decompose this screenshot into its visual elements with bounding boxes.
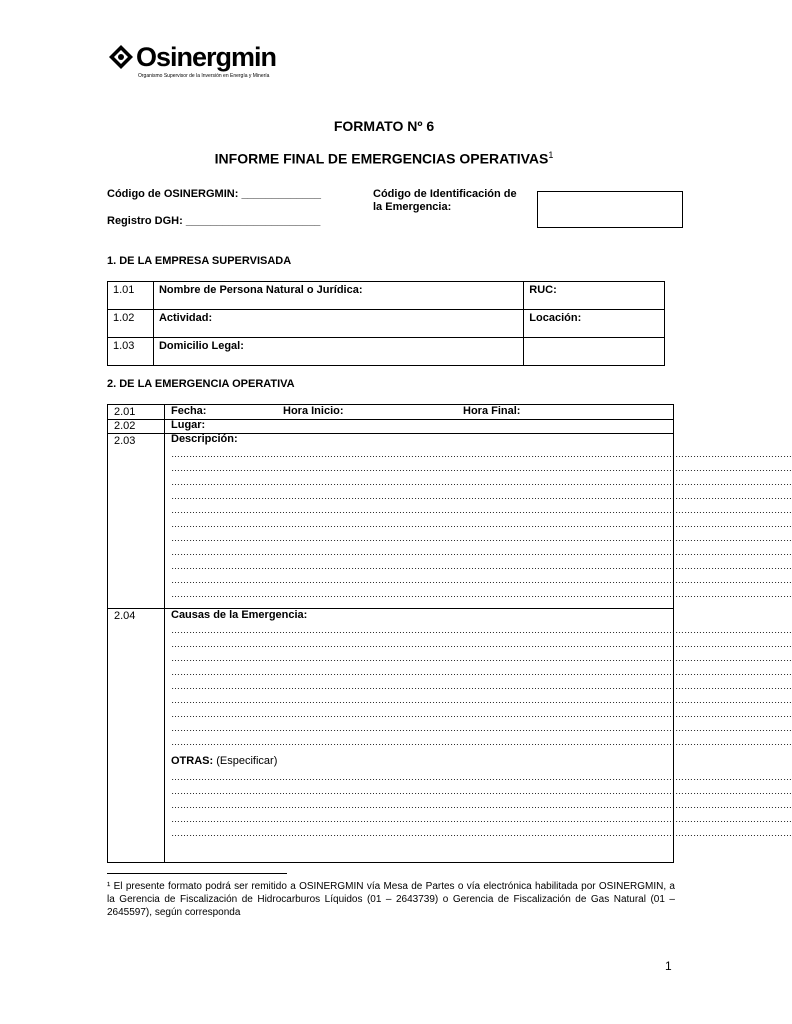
causas-label: Causas de la Emergencia: — [171, 609, 308, 621]
dot-line[interactable]: ……………………………………………………………………………………………………………………………………………………………………………………… — [171, 561, 792, 571]
id-emergencia-label-1: Código de Identificación de — [373, 188, 517, 200]
otras-label: OTRAS: (Especificar) — [171, 755, 278, 767]
form-subtitle: INFORME FINAL DE EMERGENCIAS OPERATIVAS$^1$ — [214, 150, 554, 167]
osinergmin-logo — [108, 44, 298, 86]
dot-line[interactable]: ……………………………………………………………………………………………………………………………………………………………………………………… — [171, 681, 792, 691]
logo-mark-icon — [108, 44, 134, 70]
logo-tagline: Organismo Supervisor de la Inversión en Energía y Minería — [138, 73, 270, 79]
section1-heading: 1. DE LA EMPRESA SUPERVISADA — [107, 255, 292, 267]
dot-line[interactable]: ……………………………………………………………………………………………………………………………………………………………………………………… — [171, 477, 792, 487]
dot-line[interactable]: ……………………………………………………………………………………………………………………………………………………………………………………… — [171, 653, 792, 663]
registro-dgh-field[interactable]: Registro DGH: ______________________ — [107, 215, 321, 227]
dot-line[interactable]: ……………………………………………………………………………………………………………………………………………………………………………………… — [171, 519, 792, 529]
emergencia-table — [107, 404, 792, 863]
page-number: 1 — [665, 959, 672, 973]
empresa-table — [107, 281, 665, 366]
dot-line[interactable]: ……………………………………………………………………………………………………………………………………………………………………………………… — [171, 639, 792, 649]
column-divider — [164, 405, 165, 862]
fecha-field[interactable]: Fecha: — [171, 405, 207, 417]
dot-line[interactable]: ……………………………………………………………………………………………………………………………………………………………………………………… — [171, 814, 792, 824]
empty-cell[interactable] — [524, 338, 665, 366]
ruc-field[interactable]: RUC: — [524, 282, 665, 310]
logo-wordmark: Osinergmin — [136, 42, 277, 72]
dot-line[interactable]: ……………………………………………………………………………………………………………………………………………………………………………………… — [171, 828, 792, 838]
dot-line[interactable]: ……………………………………………………………………………………………………………………………………………………………………………………… — [171, 449, 792, 459]
section2-heading: 2. DE LA EMERGENCIA OPERATIVA — [107, 378, 295, 390]
locacion-field[interactable]: Locación: — [524, 310, 665, 338]
lugar-field[interactable]: Lugar: — [171, 419, 206, 431]
table-row — [108, 310, 665, 338]
domicilio-field[interactable]: Domicilio Legal: — [153, 338, 523, 366]
footnote-ref: 1 — [548, 150, 554, 160]
row-number: 2.03 — [114, 435, 136, 447]
table-row — [108, 282, 665, 310]
dot-line[interactable]: ……………………………………………………………………………………………………………………………………………………………………………………… — [171, 695, 792, 705]
dot-line[interactable]: ……………………………………………………………………………………………………………………………………………………………………………………… — [171, 533, 792, 543]
dot-line[interactable]: ……………………………………………………………………………………………………………………………………………………………………………………… — [171, 800, 792, 810]
hora-inicio-field[interactable]: Hora Inicio: — [283, 405, 344, 417]
row-number: 2.02 — [114, 420, 136, 432]
codigo-osinergmin-field[interactable]: Código de OSINERGMIN: _____________ — [107, 188, 321, 200]
nombre-field[interactable]: Nombre de Persona Natural o Jurídica: — [153, 282, 523, 310]
dot-line[interactable]: ……………………………………………………………………………………………………………………………………………………………………………………… — [171, 547, 792, 557]
dot-line[interactable]: ……………………………………………………………………………………………………………………………………………………………………………………… — [171, 625, 792, 635]
dot-line[interactable]: ……………………………………………………………………………………………………………………………………………………………………………………… — [171, 575, 792, 585]
footnote: ¹ El presente formato podrá ser remitido a OSINERGMIN vía Mesa de Partes o vía electrónica habilitada por OSINERGMIN, a la Gerencia de Fiscalización de Hidrocarburos Líquidos (01 – 2643739) o Gerencia de Fiscalización de Gas Natural (01 – 2645597), según corresponda — [107, 881, 675, 918]
footnote-rule — [107, 873, 287, 874]
dot-line[interactable]: ……………………………………………………………………………………………………………………………………………………………………………………… — [171, 505, 792, 515]
descripcion-label: Descripción: — [171, 433, 238, 445]
dot-line[interactable]: ……………………………………………………………………………………………………………………………………………………………………………………… — [171, 772, 792, 782]
row-number: 2.04 — [114, 610, 136, 622]
dot-line[interactable]: ……………………………………………………………………………………………………………………………………………………………………………………… — [171, 491, 792, 501]
dot-line[interactable]: ……………………………………………………………………………………………………………………………………………………………………………………… — [171, 589, 792, 599]
row-number: 1.03 — [108, 338, 154, 366]
form-title: FORMATO Nº 6 — [333, 118, 435, 134]
dot-line[interactable]: ……………………………………………………………………………………………………………………………………………………………………………………… — [171, 709, 792, 719]
table-row — [108, 338, 665, 366]
dot-line[interactable]: ……………………………………………………………………………………………………………………………………………………………………………………… — [171, 786, 792, 796]
id-emergencia-input-box[interactable] — [537, 191, 683, 228]
row-number: 1.01 — [108, 282, 154, 310]
dot-line[interactable]: ……………………………………………………………………………………………………………………………………………………………………………………… — [171, 667, 792, 677]
row-number: 2.01 — [114, 406, 136, 418]
hora-final-field[interactable]: Hora Final: — [463, 405, 521, 417]
dot-line[interactable]: ……………………………………………………………………………………………………………………………………………………………………………………… — [171, 723, 792, 733]
row-number: 1.02 — [108, 310, 154, 338]
dot-line[interactable]: ……………………………………………………………………………………………………………………………………………………………………………………… — [171, 463, 792, 473]
id-emergencia-label-2: la Emergencia: — [373, 201, 452, 213]
dot-line[interactable]: ……………………………………………………………………………………………………………………………………………………………………………………… — [171, 737, 792, 747]
actividad-field[interactable]: Actividad: — [153, 310, 523, 338]
